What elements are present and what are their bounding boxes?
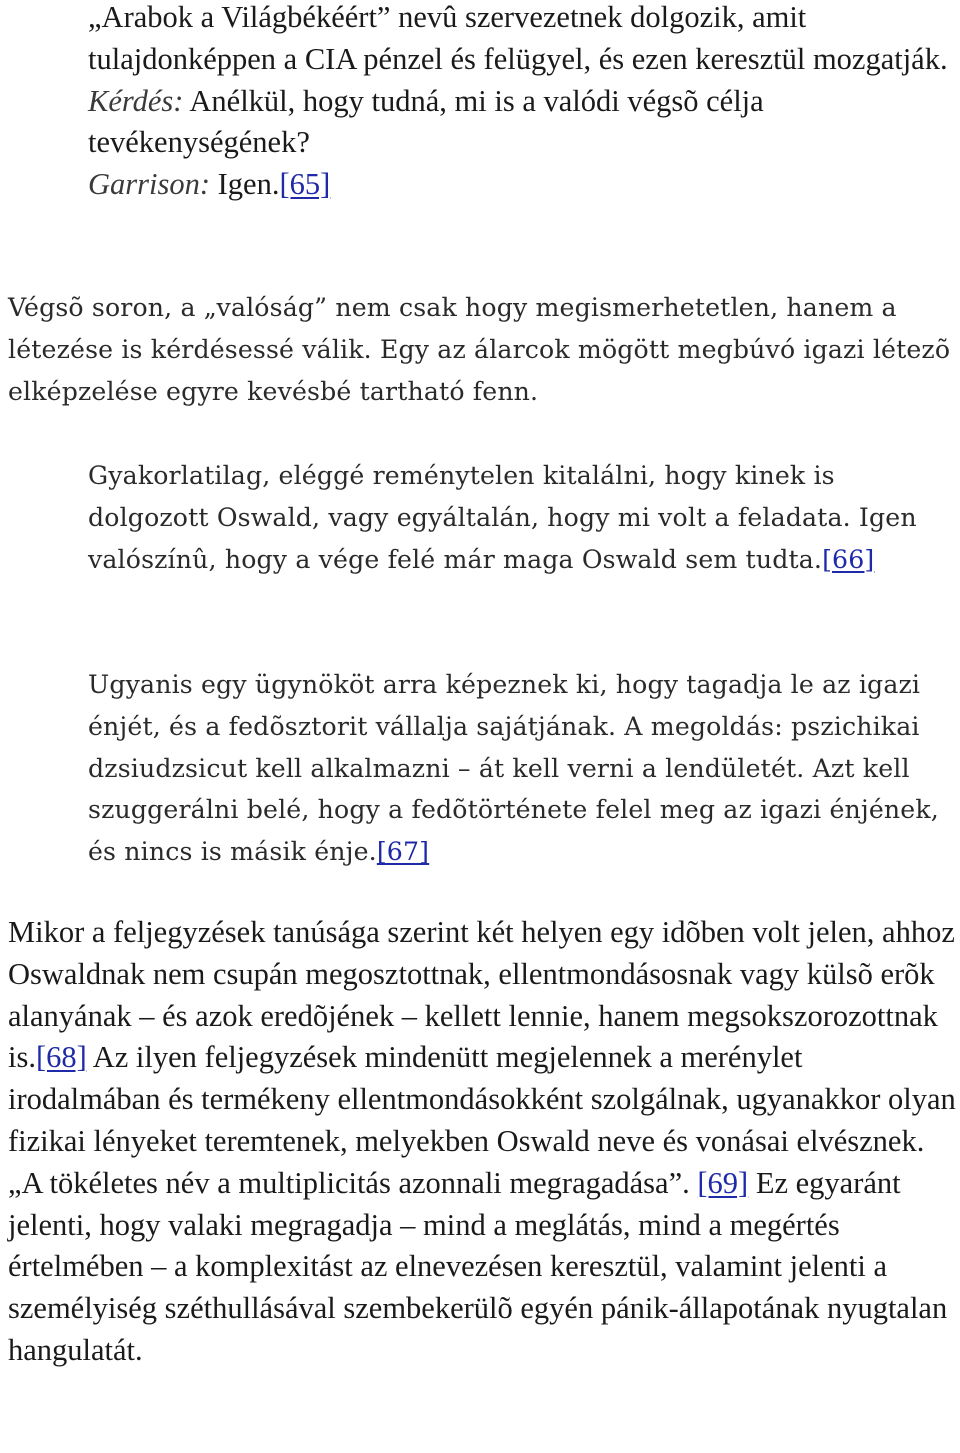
quote-intro — [88, 0, 958, 206]
question-text: Anélkül, hogy tudná, mi is a valódi végsõ célja tevékenységének? — [88, 83, 764, 160]
paragraph-records — [8, 912, 960, 1372]
quote-agent-text: Ugyanis egy ügynököt arra képeznek ki, hogy tagadja le az igazi énjét, és a fedõsztorit vállalja sajátjának. A megoldás: pszichikai dzsiudzsicut kell alkalmazni – át kell verni a lendületét. Azt kell szuggerálni belé, hogy a fedõtörténete felel meg az igazi énjének, és nincs is másik énje. — [88, 670, 939, 867]
answer-label: Garrison: — [88, 167, 211, 202]
paragraph-records-part3: Ez egyaránt jelenti, hogy valaki megragadja – mind a meglátás, mind a megértés értelmében – a komplexitást az elnevezésen keresztül, valamint jelenti a személyiség széthullásával szembekerülõ egyén pánik-állapotának nyugtalan hangulatát. — [8, 1165, 948, 1367]
footnote-link-65[interactable]: [65] — [279, 167, 331, 202]
question-label: Kérdés: — [88, 83, 184, 118]
paragraph-records-part1: Mikor a feljegyzések tanúsága szerint két helyen egy idõben volt jelen, ahhoz Oswaldnak nem csupán megosztottnak, ellentmondásosnak vagy külsõ erõk alanyának – és azok eredõjének – kellett lennie, hanem megsokszorozottnak is. — [8, 915, 955, 1075]
paragraph-records-part2: Az ilyen feljegyzések mindenütt megjelennek a merénylet irodalmában és termékeny ellentmondásokként szolgálnak, ugyanakkor olyan fizikai lényeket teremtenek, melyekben Oswald neve és vonásai elvésznek. „A tökéletes név a multiplicitás azonnali megragadása”. — [8, 1040, 956, 1200]
footnote-link-68[interactable]: [68] — [35, 1040, 87, 1075]
quote-oswald — [88, 455, 958, 580]
paragraph-reality — [8, 287, 958, 412]
quote-oswald-text: Gyakorlatilag, eléggé reménytelen kitalálni, hogy kinek is dolgozott Oswald, vagy egyáltalán, hogy mi volt a feladata. Igen valószínû, hogy a vége felé már maga Oswald sem tudta. — [88, 461, 917, 574]
quote-agent — [88, 664, 958, 873]
footnote-link-67[interactable]: [67] — [376, 837, 430, 867]
footnote-link-66[interactable]: [66] — [822, 544, 875, 574]
paragraph-reality-text: Végsõ soron, a „valóság” nem csak hogy megismerhetetlen, hanem a létezése is kérdésessé válik. Egy az álarcok mögött megbúvó igazi létezõ elképzelése egyre kevésbé tartható fenn. — [8, 293, 951, 406]
footnote-link-69[interactable]: [69] — [697, 1165, 749, 1200]
answer-text: Igen. — [210, 167, 280, 202]
quote-intro-text: „Arabok a Világbékéért” nevû szervezetnek dolgozik, amit tulajdonképpen a CIA pénzel és felügyel, és ezen keresztül mozgatják. — [88, 0, 948, 76]
